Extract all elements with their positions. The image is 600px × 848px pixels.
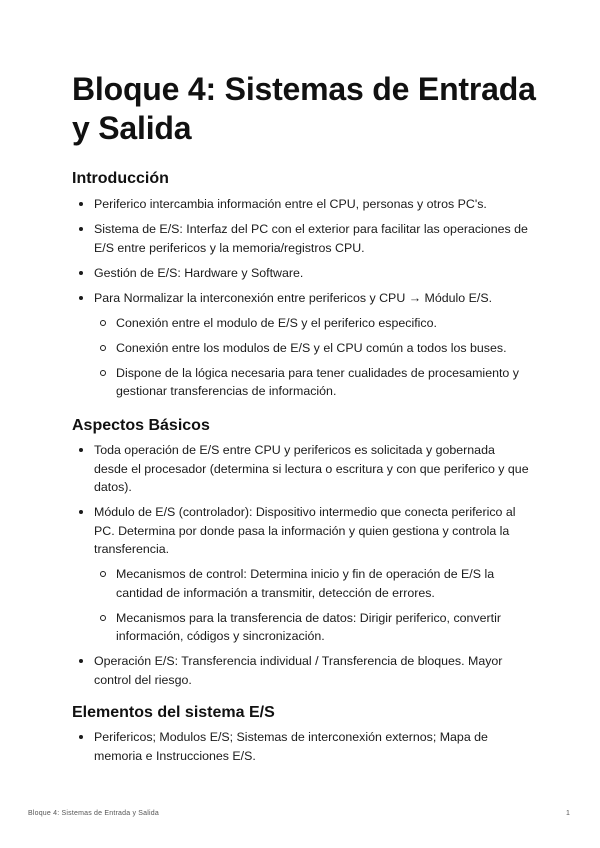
sub-list-item: Mecanismos para la transferencia de datos: Dirigir periferico, convertir información, códigos y sincronización. — [94, 609, 532, 646]
sub-list-item: Conexión entre los modulos de E/S y el CPU común a todos los buses. — [94, 339, 532, 358]
sub-list-item: Mecanismos de control: Determina inicio y fin de operación de E/S la cantidad de información a transmitir, detección de errores. — [94, 565, 532, 602]
footer-document-title: Bloque 4: Sistemas de Entrada y Salida — [28, 810, 159, 817]
sub-list-item: Dispone de la lógica necesaria para tener cualidades de procesamiento y gestionar transferencias de información. — [94, 364, 532, 401]
list-item: Periferico intercambia información entre el CPU, personas y otros PC's. — [72, 195, 532, 214]
footer-page-number: 1 — [566, 810, 570, 817]
list-item-text: Módulo de E/S (controlador): Dispositivo intermedio que conecta periferico al PC. Determina por donde pasa la información y quien gestiona y controla la transferencia. — [94, 505, 516, 556]
elementos-sistema-list — [72, 728, 532, 772]
aspectos-basicos-list — [72, 441, 532, 696]
list-item-text: Para Normalizar la interconexión entre perifericos y CPU → Módulo E/S. — [94, 290, 493, 305]
sub-list — [94, 565, 532, 646]
section-heading-elementos-sistema: Elementos del sistema E/S — [72, 704, 275, 721]
sub-list — [94, 314, 532, 401]
list-item: Sistema de E/S: Interfaz del PC con el exterior para facilitar las operaciones de E/S entre perifericos y la memoria/registros CPU. — [72, 220, 532, 257]
list-item: Perifericos; Modulos E/S; Sistemas de interconexión externos; Mapa de memoria e Instrucciones E/S. — [72, 728, 532, 765]
introduccion-list — [72, 195, 532, 407]
list-item — [72, 503, 532, 646]
section-heading-aspectos-basicos: Aspectos Básicos — [72, 417, 210, 434]
list-item: Operación E/S: Transferencia individual / Transferencia de bloques. Mayor control del riesgo. — [72, 652, 532, 689]
section-heading-introduccion: Introducción — [72, 170, 169, 187]
list-item: Gestión de E/S: Hardware y Software. — [72, 264, 532, 283]
sub-list-item: Conexión entre el modulo de E/S y el periferico especifico. — [94, 314, 532, 333]
list-item — [72, 289, 532, 401]
page-title: Bloque 4: Sistemas de Entrada y Salida — [72, 71, 536, 146]
list-item: Toda operación de E/S entre CPU y perifericos es solicitada y gobernada desde el procesador (determina si lectura o escritura y con que periferico y que datos). — [72, 441, 532, 497]
